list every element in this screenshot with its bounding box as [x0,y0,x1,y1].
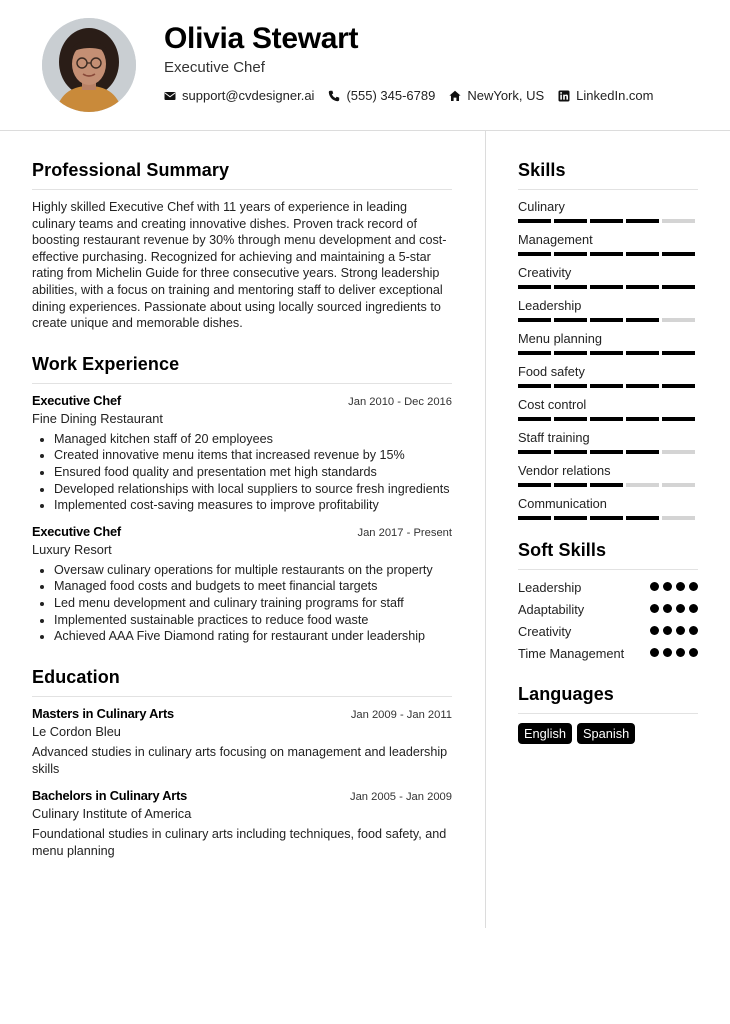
skill-level-segment [590,351,623,355]
skill-level-segment [662,483,695,487]
skill-item [518,199,698,223]
rating-dot [689,648,698,657]
skill-level-segment [518,219,551,223]
soft-skill-item [518,645,698,662]
contact-location [449,88,544,103]
rating-dot [663,626,672,635]
rating-dot [689,626,698,635]
skill-level-segment [662,219,695,223]
skill-level-segment [554,384,587,388]
languages-list [518,723,698,744]
soft-skill-item [518,579,698,596]
degree-description: Foundational studies in culinary arts including techniques, food safety, and menu planning [32,826,447,858]
skill-level-segment [626,285,659,289]
rating-dot [676,648,685,657]
skill-level-segment [518,450,551,454]
skill-level-segment [626,450,659,454]
rating-dot [689,604,698,613]
bullet-item: • Developed relationships with local suppliers to source fresh ingredients [54,481,452,498]
language-tag: English [518,723,572,744]
skill-level-segment [662,417,695,421]
candidate-name: Olivia Stewart [164,22,359,55]
skill-level-segment [662,516,695,520]
skill-item [518,265,698,289]
rating-dot [663,648,672,657]
skill-level-segment [662,318,695,322]
skill-level-segment [626,318,659,322]
education-heading: Education [32,667,452,697]
rating-dot [676,604,685,613]
skill-level-segment [554,516,587,520]
soft-skill-rating [650,645,698,657]
skill-level-segment [662,351,695,355]
skill-level-segment [626,351,659,355]
job-bullets [32,431,452,514]
soft-skill-rating [650,623,698,635]
soft-skills-heading: Soft Skills [518,540,698,570]
skill-level-segment [518,285,551,289]
job-org: Luxury Resort [32,541,112,557]
skill-level-segment [626,384,659,388]
degree-dates: Jan 2005 - Jan 2009 [349,790,452,803]
profile-photo [42,18,136,112]
job-org: Fine Dining Restaurant [32,410,163,426]
skill-name: Menu planning [518,331,602,346]
soft-skill-name: Time Management [518,646,625,661]
skill-level-segment [662,252,695,256]
skill-item [518,364,698,388]
resume-header [0,0,730,131]
skill-level-segment [590,417,623,421]
rating-dot [663,604,672,613]
skill-item [518,496,698,520]
languages-section [518,684,698,744]
soft-skill-rating [650,579,698,591]
experience-section [32,354,452,645]
soft-skill-name: Adaptability [518,602,585,617]
bullet-item: • Achieved AAA Five Diamond rating for restaurant under leadership [54,628,452,645]
summary-text: Highly skilled Executive Chef with 11 years of experience in leading culinary teams and creating innovative dishes. Proven track record of boosting restaurant revenue by 30% through menu development and cost-effective purchasing. Recognized for achieving and maintaining a 5-star rating from Michelin Guide for three consecutive years. Strong leadership abilities, with a focus on training and mentoring staff to deliver exceptional dining experiences. Passionate about using locally sourced ingredients to create unique and memorable dishes. [32,200,447,331]
languages-heading: Languages [518,684,698,714]
job-dates: Jan 2017 - Present [357,526,452,539]
skill-level-segment [626,252,659,256]
contact-email[interactable] [164,88,314,103]
rating-dot [650,648,659,657]
phone-icon [328,90,340,102]
linkedin-icon [558,90,570,102]
summary-section [32,160,452,332]
school-name: Culinary Institute of America [32,805,192,821]
bullet-item: • Implemented cost-saving measures to improve profitability [54,497,452,514]
skill-level-segment [554,219,587,223]
skill-level-segment [626,417,659,421]
degree-name: Masters in Culinary Arts [32,705,174,721]
job-dates: Jan 2010 - Dec 2016 [348,395,452,408]
skills-section [518,160,698,520]
home-icon [449,90,461,102]
skill-level-segment [590,483,623,487]
skill-level-bar [518,252,698,256]
skill-level-segment [626,483,659,487]
bullet-item: • Oversaw culinary operations for multiple restaurants on the property [54,562,452,579]
bullet-item: • Led menu development and culinary training programs for staff [54,595,452,612]
skill-level-segment [518,384,551,388]
skill-level-segment [518,318,551,322]
skill-item [518,430,698,454]
skill-level-segment [518,516,551,520]
skill-level-segment [626,516,659,520]
email-text: support@cvdesigner.ai [182,88,315,103]
summary-heading: Professional Summary [32,160,452,190]
contact-phone[interactable] [328,88,435,103]
rating-dot [650,626,659,635]
job-bullets [32,562,452,645]
skill-item [518,463,698,487]
job-role: Executive Chef [32,523,121,539]
degree-description: Advanced studies in culinary arts focusing on management and leadership skills [32,744,448,777]
skill-level-segment [590,318,623,322]
column-divider [485,130,486,928]
skill-item [518,397,698,421]
soft-skill-rating [650,601,698,613]
rating-dot [676,582,685,591]
skill-level-segment [662,384,695,388]
skill-name: Leadership [518,298,582,313]
skill-level-segment [590,252,623,256]
soft-skills-list [518,579,698,662]
skill-level-bar [518,450,698,454]
skill-name: Creativity [518,265,572,280]
skill-name: Culinary [518,199,565,214]
skill-level-segment [518,417,551,421]
candidate-title: Executive Chef [164,59,265,76]
skill-level-bar [518,318,698,322]
skill-level-segment [554,252,587,256]
skill-item [518,331,698,355]
skill-item [518,232,698,256]
degree-name: Bachelors in Culinary Arts [32,787,188,803]
language-tag: Spanish [577,723,635,744]
skill-level-bar [518,285,698,289]
school-name: Le Cordon Bleu [32,723,121,739]
education-entry [32,788,452,861]
soft-skill-name: Creativity [518,624,572,639]
skill-level-bar [518,219,698,223]
bullet-item: • Ensured food quality and presentation met high standards [54,464,452,481]
job-entry [32,393,452,514]
job-role: Executive Chef [32,392,121,408]
skills-heading: Skills [518,160,698,190]
skill-level-segment [626,219,659,223]
skill-level-bar [518,483,698,487]
skill-name: Food safety [518,364,585,379]
skill-level-segment [554,318,587,322]
skill-name: Vendor relations [518,463,611,478]
skill-level-segment [590,516,623,520]
skill-level-segment [590,219,623,223]
skill-level-segment [518,252,551,256]
bullet-item: • Implemented sustainable practices to reduce food waste [54,612,452,629]
education-section [32,667,452,861]
experience-heading: Work Experience [32,354,452,384]
skill-level-bar [518,417,698,421]
contact-row [164,88,654,103]
skill-level-bar [518,516,698,520]
skill-name: Staff training [518,430,590,445]
skill-level-segment [554,483,587,487]
skill-level-segment [590,384,623,388]
soft-skills-section [518,540,698,662]
skill-level-bar [518,351,698,355]
skill-level-segment [554,450,587,454]
job-entry [32,524,452,645]
education-entry [32,706,452,779]
bullet-item: • Created innovative menu items that increased revenue by 15% [54,447,452,464]
skill-item [518,298,698,322]
skill-level-segment [590,450,623,454]
bullet-item: • Managed kitchen staff of 20 employees [54,431,452,448]
skill-level-segment [590,285,623,289]
skills-list [518,199,698,520]
skill-name: Cost control [518,397,587,412]
skill-level-segment [662,285,695,289]
soft-skill-name: Leadership [518,580,582,595]
bullet-item: • Managed food costs and budgets to meet financial targets [54,578,452,595]
main-column [32,160,452,868]
rating-dot [650,604,659,613]
skill-name: Communication [518,496,607,511]
skill-level-segment [662,450,695,454]
skill-level-segment [518,351,551,355]
soft-skill-item [518,601,698,618]
rating-dot [689,582,698,591]
contact-linkedin[interactable] [558,88,653,103]
skill-level-segment [554,417,587,421]
linkedin-text: LinkedIn.com [576,88,654,103]
skill-level-segment [518,483,551,487]
skill-name: Management [518,232,593,247]
rating-dot [676,626,685,635]
skill-level-segment [554,351,587,355]
phone-text: (555) 345-6789 [346,88,436,103]
skill-level-segment [554,285,587,289]
envelope-icon [164,90,176,102]
rating-dot [663,582,672,591]
soft-skill-item [518,623,698,640]
degree-dates: Jan 2009 - Jan 2011 [350,708,452,721]
rating-dot [650,582,659,591]
location-text: NewYork, US [467,88,545,103]
skill-level-bar [518,384,698,388]
sidebar-column [518,160,698,744]
